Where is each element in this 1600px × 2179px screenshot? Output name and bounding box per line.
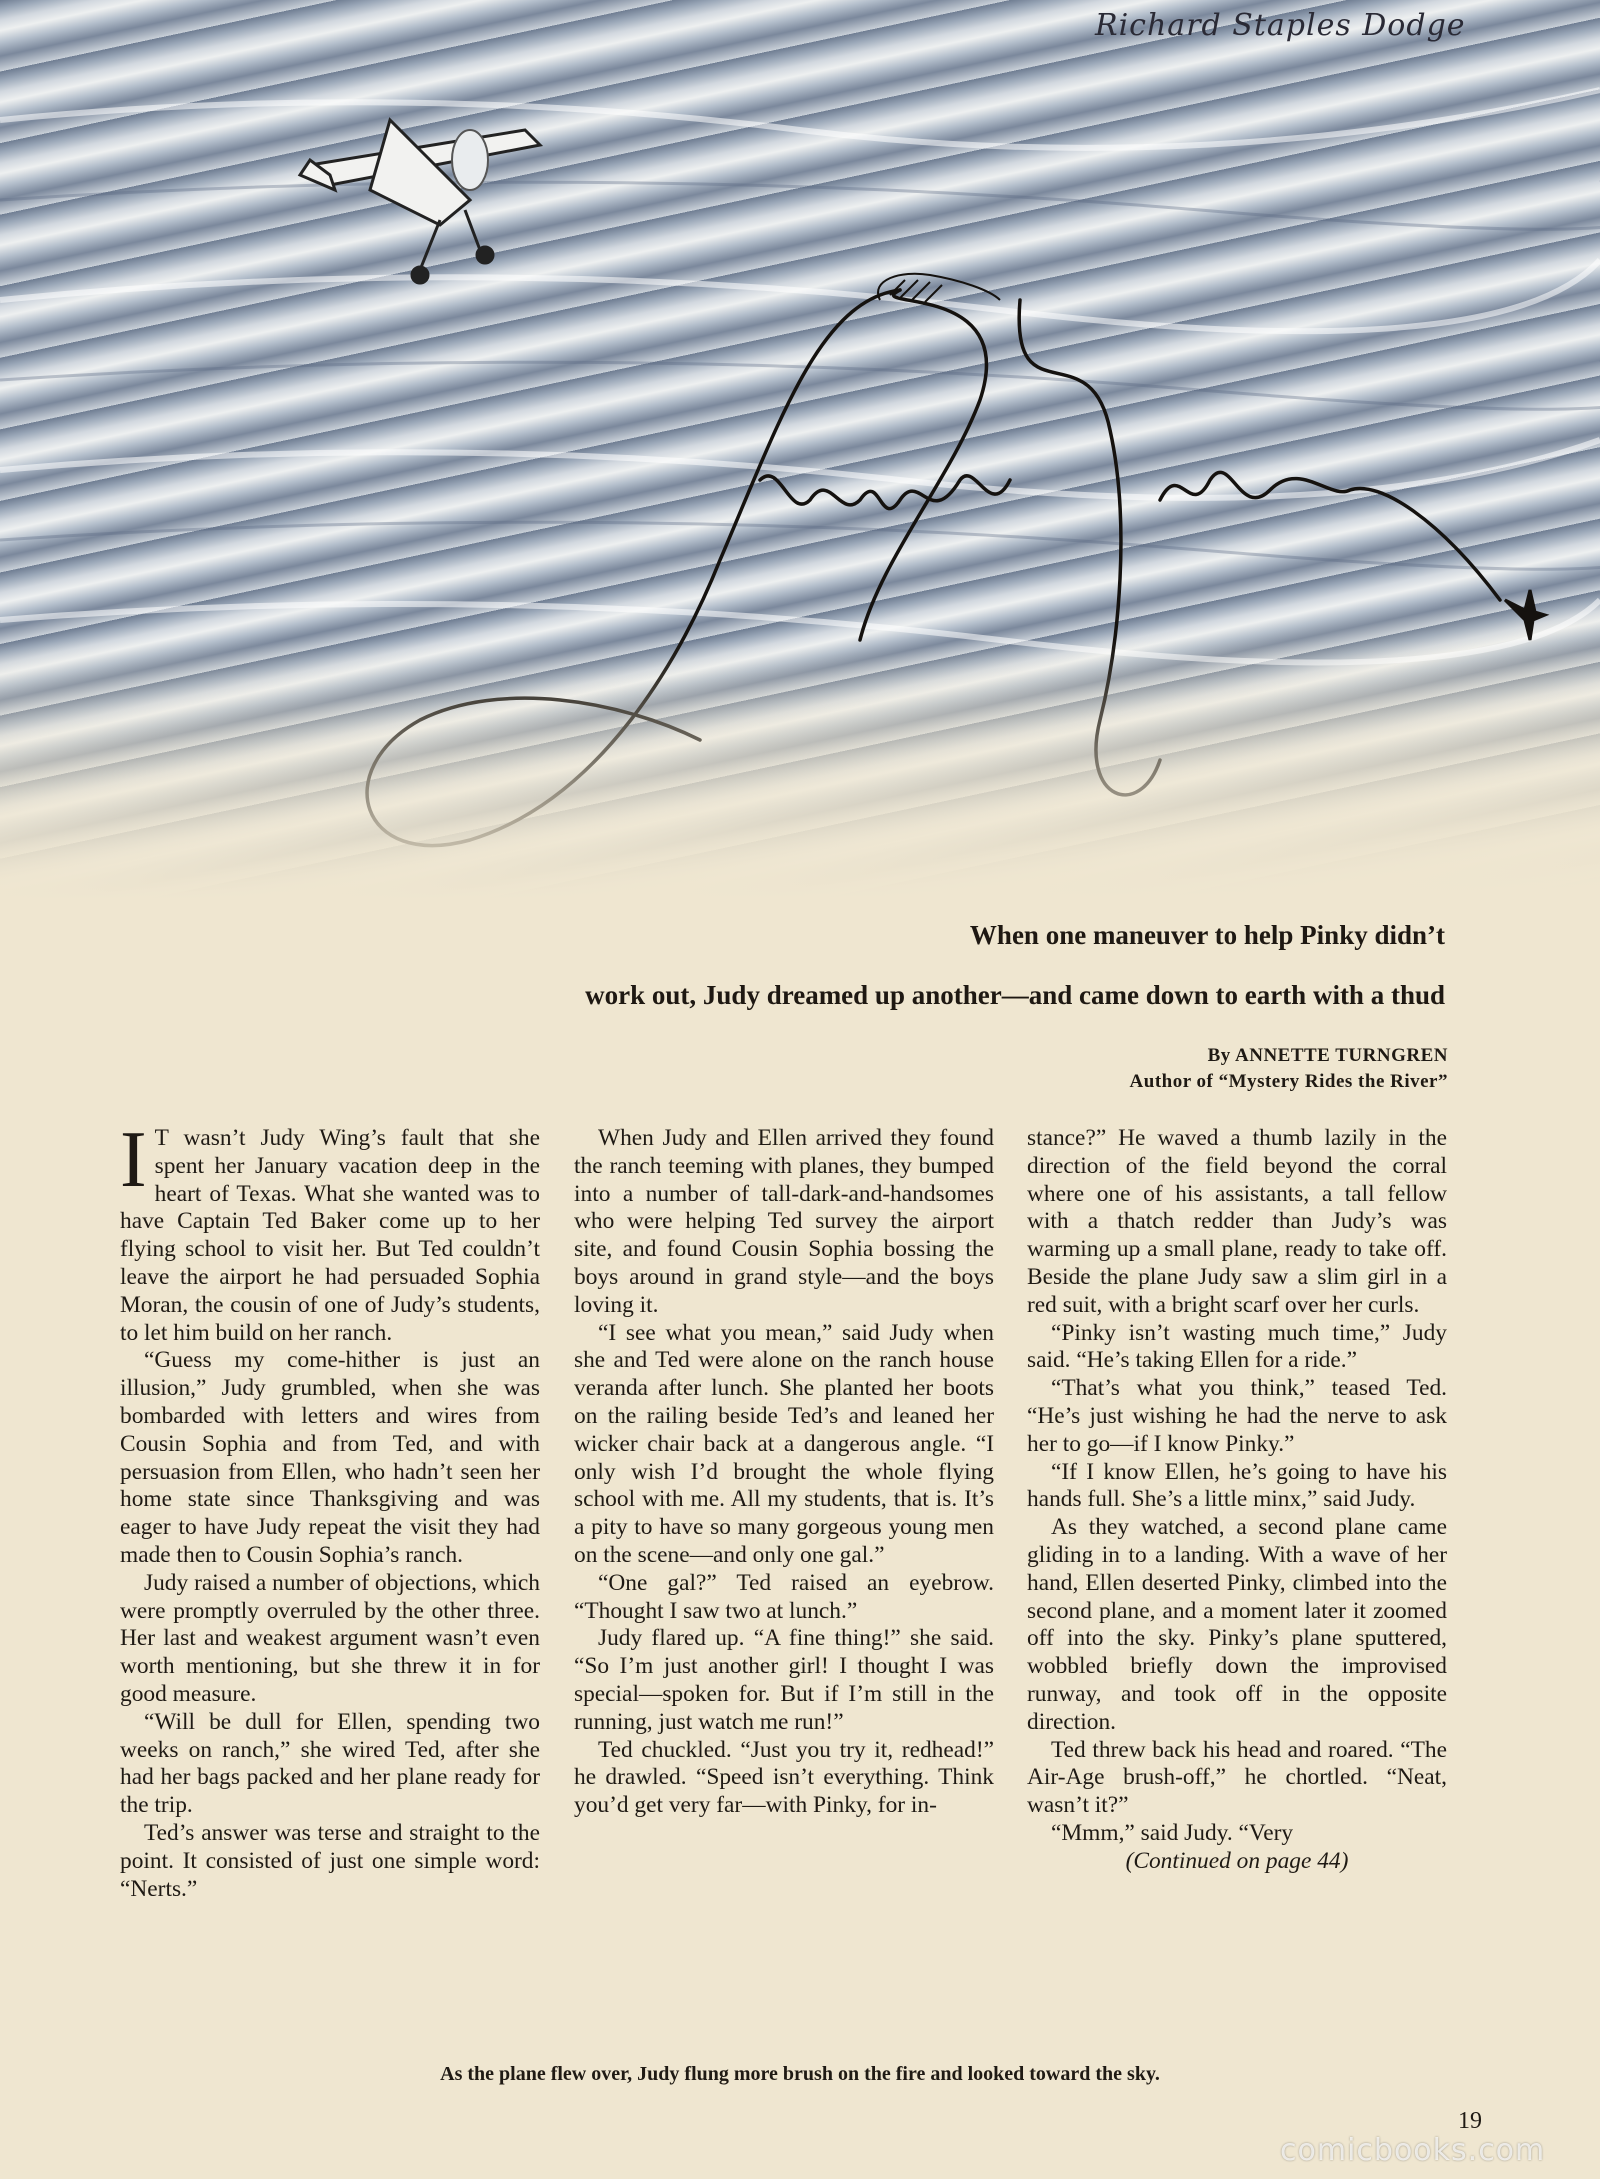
deck-line-2: work out, Judy dreamed up another—and came down to earth with a thud	[585, 980, 1445, 1010]
paragraph: I T wasn’t Judy Wing’s fault that she spent her January vacation deep in the heart of Texas. What she wanted was to have Captain Ted Baker come up to her flying school to visit her. But Ted couldn’t leave the airport he had persuaded Sophia Moran, the cousin of one of Judy’s students, to let him build on her ranch.	[120, 1116, 540, 1346]
paragraph: Ted’s answer was terse and straight to the point. It consisted of just one simple word: “Nerts.”	[120, 1819, 540, 1902]
author-credit: Author of “Mystery Rides the River”	[1129, 1071, 1448, 1092]
paragraph: “If I know Ellen, he’s going to have his hands full. She’s a little minx,” said Judy.	[1027, 1458, 1447, 1513]
author-name: By ANNETTE TURNGREN	[1207, 1045, 1448, 1066]
article-column-3	[1027, 1125, 1447, 1876]
paragraph: “Will be dull for Ellen, spending two weeks on ranch,” she wired Ted, after she had her bags packed and her plane ready for the trip.	[120, 1708, 540, 1819]
paragraph: “One gal?” Ted raised an eyebrow. “Thought I saw two at lunch.”	[574, 1569, 994, 1624]
byline	[1130, 1043, 1448, 1095]
paragraph: “I see what you mean,” said Judy when she and Ted were alone on the ranch house veranda after lunch. She planted her boots on the railing beside Ted’s and leaned her wicker chair back at a dangerous angle. “I only wish I’d brought the whole flying school with me. All my students, that is. It’s a pity to have so many gorgeous young men on the scene—and only one gal.”	[574, 1319, 994, 1568]
article-column-1	[120, 1116, 540, 1903]
paragraph: Judy raised a number of objections, which were promptly overruled by the other three. Her last and weakest argument wasn’t even worth mentioning, but she threw it in for good measure.	[120, 1569, 540, 1707]
paragraph: stance?” He waved a thumb lazily in the direction of the field beyond the corral where one of his assistants, a tall fellow with a thatch redder than Judy’s was warming up a small plane, ready to take off. Beside the plane Judy saw a slim girl in a red suit, with a bright scarf over her curls.	[1027, 1125, 1447, 1318]
watermark: comicbooks.com	[1280, 2133, 1546, 2168]
paragraph: When Judy and Ellen arrived they found the ranch teeming with planes, they bumped into a number of tall-dark-and-handsomes who were helping Ted survey the airport site, and found Cousin Sophia bossing the boys around in grand style—and the boys loving it.	[574, 1125, 994, 1318]
paragraph: “Guess my come-hither is just an illusion,” Judy grumbled, when she was bombarded with letters and wires from Cousin Sophia and from Ted, and with persuasion from Ellen, who hadn’t seen her home state since Thanksgiving and was eager to have Judy repeat the visit they had made then to Cousin Sophia’s ranch.	[120, 1347, 540, 1568]
paragraph: “That’s what you think,” teased Ted. “He’s just wishing he had the nerve to ask her to go—if I know Pinky.”	[1027, 1375, 1447, 1457]
artist-signature: Richard Staples Dodge	[1095, 8, 1466, 43]
paragraph: Judy flared up. “A fine thing!” she said. “So I’m just another girl! I thought I was special—spoken for. But if I’m still in the running, just watch me run!”	[574, 1625, 994, 1735]
page-number: 19	[1458, 2108, 1482, 2134]
airplane-icon	[300, 120, 540, 283]
paragraph: Ted threw back his head and roared. “The Air-Age brush-off,” he chortled. “Neat, wasn’t it?”	[1027, 1736, 1447, 1819]
article-column-2	[574, 1125, 994, 1820]
continued-note: (Continued on page 44)	[1125, 1847, 1349, 1874]
illustration-caption: As the plane flew over, Judy flung more brush on the fire and looked toward the sky.	[440, 2063, 1160, 2085]
paragraph: Ted chuckled. “Just you try it, redhead!” he drawled. “Speed isn’t everything. Think you’d get very far—with Pinky, for in-	[574, 1736, 994, 1819]
deck-line-1: When one maneuver to help Pinky didn’t	[969, 920, 1445, 950]
paragraph: As they watched, a second plane came gliding in to a landing. With a wave of her hand, Ellen deserted Pinky, climbed into the second plane, and a moment later it zoomed off into the sky. Pinky’s plane sputtered, wobbled briefly down the improvised runway, and took off in the opposite direction.	[1027, 1514, 1447, 1735]
paragraph: “Pinky isn’t wasting much time,” Judy said. “He’s taking Ellen for a ride.”	[1027, 1319, 1447, 1374]
paragraph: “Mmm,” said Judy. “Very	[1051, 1819, 1294, 1846]
drop-cap: I	[120, 1116, 147, 1204]
sky-illustration	[0, 0, 1600, 900]
airplane-and-script-title	[0, 0, 1600, 900]
